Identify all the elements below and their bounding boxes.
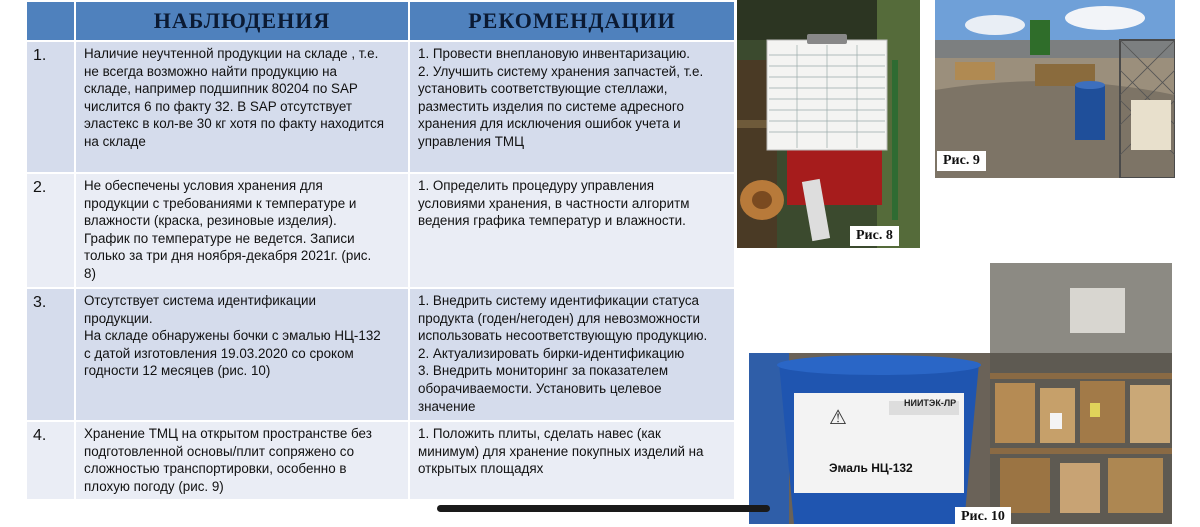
recommendation-line: условиями хранения, в частности алгоритм: [418, 195, 690, 211]
observation-line: Отсутствует система идентификации: [84, 293, 316, 308]
observation-line: На складе обнаружены бочки с эмалью НЦ-132: [84, 328, 381, 344]
photo-fig8-warehouse-log: [737, 0, 920, 248]
observation-line: складе, например подшипник 80204 по SAP: [84, 81, 358, 97]
observation-cell: [76, 42, 408, 172]
observation-line: на складе: [84, 133, 146, 149]
recommendation-line: хранения для исключения ошибок учета и: [418, 116, 681, 132]
caption-fig8: Рис. 8: [850, 226, 899, 246]
recommendation-line: 1. Провести внеплановую инвентаризацию.: [418, 46, 690, 61]
observation-line: числится 6 по факту 32. В SAP отсутствует: [84, 98, 352, 114]
row-number: 4.: [27, 422, 74, 499]
observation-line: годности 12 месяцев (рис. 10): [84, 363, 271, 379]
recommendation-line: разместить изделия по системе адресного: [418, 98, 684, 114]
recommendation-line: продукта (годен/негоден) для невозможности: [418, 310, 700, 326]
header-number-cell: [27, 2, 74, 40]
warehouse-shelves-illustration: [737, 0, 920, 248]
bucket-product-label: Эмаль НЦ-132: [829, 461, 913, 475]
observation-line: только за три дня ноября-декабря 2021г. (рис.: [84, 248, 372, 264]
recommendation-cell: [410, 174, 734, 287]
shelf-boxes-illustration: [990, 263, 1172, 524]
recommendation-line: управления ТМЦ: [418, 133, 524, 149]
observation-cell: [76, 289, 408, 420]
recommendation-line: 3. Внедрить мониторинг за показателем: [418, 363, 669, 379]
recommendation-line: 2. Улучшить систему хранения запчастей, т.е.: [418, 63, 704, 79]
row-number: 1.: [27, 42, 74, 172]
recommendation-line: открытых площадях: [418, 461, 544, 477]
observation-line: Не обеспечены условия хранения для: [84, 178, 323, 193]
recommendation-line: оборачиваемости. Установить целевое: [418, 380, 662, 396]
observation-line: влажности (краска, резиновые изделия).: [84, 213, 337, 229]
horizontal-scrollbar[interactable]: [437, 505, 770, 512]
caption-fig10: Рис. 10: [955, 507, 1011, 527]
recommendation-line: минимум) для хранение покупных изделий на: [418, 443, 704, 459]
photo-fig10-enamel-bucket: [749, 353, 990, 524]
recommendation-cell: [410, 422, 734, 499]
observation-line: с датой изготовления 19.03.2020 со сроком: [84, 345, 354, 361]
observation-line: 8): [84, 265, 96, 281]
observation-line: продукции с требованиями к температуре и: [84, 195, 357, 211]
recommendation-line: ведения графика температур и влажности.: [418, 213, 686, 229]
observation-cell: [76, 422, 408, 499]
observation-line: Наличие неучтенной продукции на складе , т.е.: [84, 46, 379, 61]
header-recommendations: РЕКОМЕНДАЦИИ: [410, 2, 734, 40]
caption-fig9: Рис. 9: [937, 151, 986, 171]
recommendation-line: установить соответствующие стеллажи,: [418, 81, 668, 97]
observation-line: Хранение ТМЦ на открытом пространстве без: [84, 426, 372, 441]
recommendation-cell: [410, 289, 734, 420]
observation-line: График по температуре не ведется. Записи: [84, 230, 355, 246]
recommendation-line: значение: [418, 398, 476, 414]
observation-line: сложностью транспортировки, особенно в: [84, 461, 347, 477]
observation-line: продукции.: [84, 310, 153, 326]
observation-line: плохую погоду (рис. 9): [84, 478, 224, 494]
row-number: 3.: [27, 289, 74, 420]
recommendation-line: 1. Внедрить систему идентификации статуса: [418, 293, 700, 308]
observation-line: подготовленной основы/плит сопряжено со: [84, 443, 355, 459]
enamel-bucket-illustration: [749, 353, 990, 524]
recommendation-line: использовать несоответствующую продукцию.: [418, 328, 708, 344]
photo-fig10-shelf-boxes: [990, 263, 1172, 524]
row-number: 2.: [27, 174, 74, 287]
observation-cell: [76, 174, 408, 287]
hazard-symbol-icon: ⚠: [829, 407, 847, 429]
observation-line: не всегда возможно найти продукцию на: [84, 63, 337, 79]
recommendation-cell: [410, 42, 734, 172]
recommendation-line: 2. Актуализировать бирки-идентификацию: [418, 345, 685, 361]
bucket-brand-label: НИИТЭК-ЛР: [904, 398, 957, 408]
observation-line: эластекс в кол-ве 30 кг хотя по факту находится: [84, 116, 384, 132]
recommendation-line: 1. Положить плиты, сделать навес (как: [418, 426, 661, 441]
header-observations: НАБЛЮДЕНИЯ: [76, 2, 408, 40]
recommendation-line: 1. Определить процедуру управления: [418, 178, 655, 193]
